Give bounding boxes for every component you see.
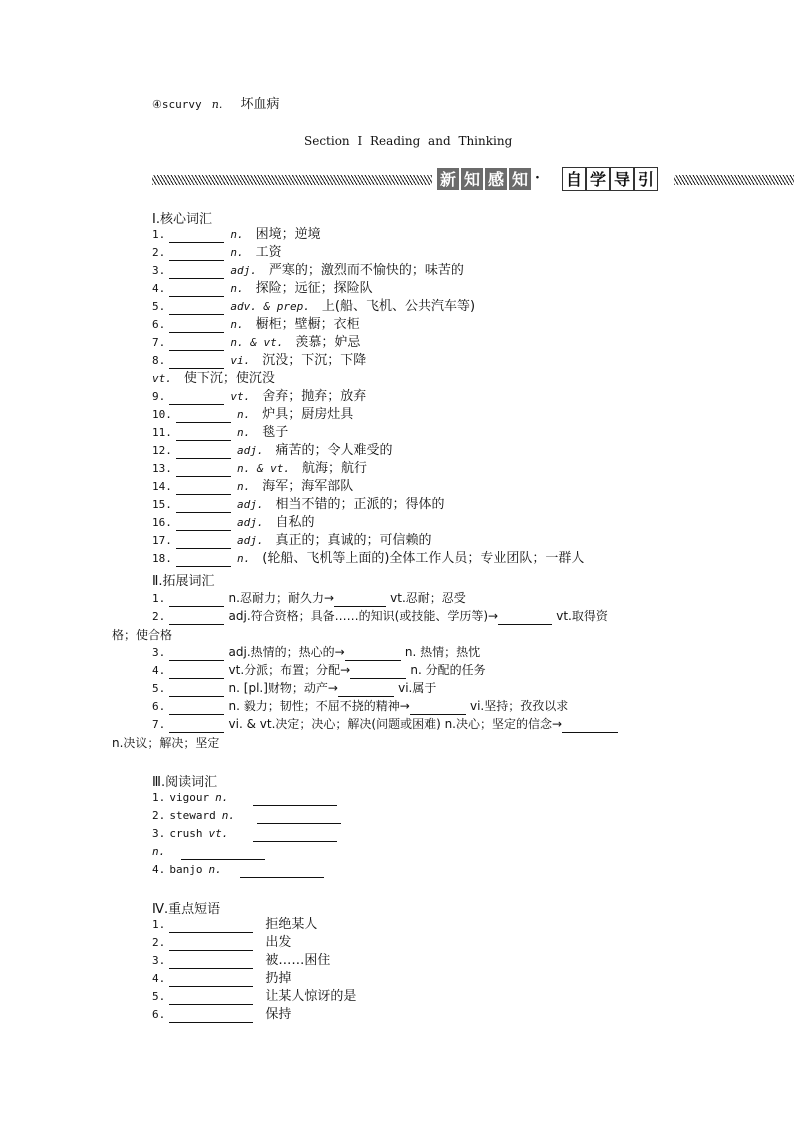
list-item bbox=[152, 716, 618, 733]
item-num: 2. bbox=[152, 610, 166, 623]
list-item bbox=[152, 263, 464, 279]
intro-meaning: 坏血病 bbox=[240, 97, 280, 112]
item-num: 6. bbox=[152, 700, 166, 713]
answer-blank[interactable] bbox=[169, 720, 224, 733]
item-pos: n. bbox=[230, 318, 244, 331]
item-text: n.忍耐力；耐久力→ bbox=[228, 591, 335, 605]
item-meaning: 严寒的；激烈而不愉快的；味苦的 bbox=[268, 263, 464, 278]
item-num: 8. bbox=[152, 354, 166, 367]
item-pos: adj. bbox=[237, 498, 264, 511]
answer-blank[interactable] bbox=[253, 829, 337, 842]
list-item bbox=[152, 590, 466, 607]
item-meaning: 海军；海军部队 bbox=[262, 479, 354, 494]
banner-char: 引 bbox=[634, 167, 658, 191]
list-item bbox=[152, 335, 360, 351]
item-text: adj.符合资格；具备……的知识(或技能、学历等)→ bbox=[228, 609, 499, 623]
item-text: n. [pl.]财物；动产→ bbox=[228, 681, 338, 695]
item-text: vt.取得资 bbox=[556, 609, 608, 623]
item-pos: n. bbox=[237, 408, 251, 421]
item-pos: n. bbox=[230, 282, 244, 295]
answer-blank[interactable] bbox=[562, 720, 618, 733]
item-meaning: 拒绝某人 bbox=[265, 917, 318, 932]
item-meaning: 保持 bbox=[265, 1007, 292, 1022]
answer-blank[interactable] bbox=[169, 920, 253, 933]
item-num: 1. bbox=[152, 918, 166, 931]
item-pos: n. bbox=[237, 480, 251, 493]
item-pos: adj. bbox=[237, 516, 264, 529]
answer-blank[interactable] bbox=[169, 320, 224, 333]
item-pos: n. bbox=[221, 809, 235, 822]
item-num: 1. bbox=[152, 592, 166, 605]
answer-blank[interactable] bbox=[169, 266, 224, 279]
item-word: banjo bbox=[169, 863, 203, 876]
list-item bbox=[152, 608, 608, 625]
item-num: 9. bbox=[152, 390, 166, 403]
answer-blank[interactable] bbox=[169, 974, 253, 987]
item-meaning: 炉具；厨房灶具 bbox=[262, 407, 354, 422]
item-meaning: 困境；逆境 bbox=[255, 227, 321, 242]
list-item bbox=[152, 989, 356, 1005]
item-meaning: 出发 bbox=[265, 935, 292, 950]
list-item bbox=[152, 479, 353, 495]
item-word: steward bbox=[169, 809, 216, 822]
answer-blank[interactable] bbox=[176, 428, 231, 441]
item-num: 15. bbox=[152, 498, 172, 511]
list-item bbox=[152, 443, 393, 459]
banner-char: 知 bbox=[460, 167, 484, 191]
answer-blank[interactable] bbox=[169, 666, 224, 679]
list-item bbox=[152, 808, 341, 824]
item-meaning: 真正的；真诚的；可信赖的 bbox=[275, 533, 432, 548]
answer-blank[interactable] bbox=[410, 702, 466, 715]
answer-blank[interactable] bbox=[334, 594, 386, 607]
answer-blank[interactable] bbox=[176, 410, 231, 423]
item-meaning: (轮船、飞机等上面的)全体工作人员；专业团队；一群人 bbox=[262, 551, 585, 566]
list-item bbox=[152, 533, 432, 549]
answer-blank[interactable] bbox=[176, 464, 231, 477]
intro-pos: n. bbox=[211, 98, 223, 111]
item-meaning: 探险；远征；探险队 bbox=[255, 281, 373, 296]
item-meaning: 自私的 bbox=[275, 515, 315, 530]
item-pos: vt. bbox=[230, 390, 251, 403]
answer-blank[interactable] bbox=[169, 1010, 253, 1023]
answer-blank[interactable] bbox=[176, 500, 231, 513]
banner-char: 导 bbox=[610, 167, 634, 191]
banner-char: 新 bbox=[436, 167, 460, 191]
answer-blank[interactable] bbox=[169, 356, 224, 369]
answer-blank[interactable] bbox=[169, 248, 224, 261]
key-phrases-heading: Ⅳ.重点短语 bbox=[152, 902, 221, 917]
item-pos: n. & vt. bbox=[237, 462, 290, 475]
item-num: 6. bbox=[152, 318, 166, 331]
answer-blank[interactable] bbox=[181, 847, 265, 860]
list-item bbox=[152, 551, 584, 567]
list-item bbox=[152, 862, 324, 878]
answer-blank[interactable] bbox=[176, 536, 231, 549]
answer-blank[interactable] bbox=[169, 284, 224, 297]
list-item bbox=[152, 953, 330, 969]
banner-char: 自 bbox=[562, 167, 586, 191]
item-num: 3. bbox=[152, 954, 166, 967]
item-pos: vi. bbox=[230, 354, 251, 367]
answer-blank[interactable] bbox=[253, 793, 337, 806]
banner-dot: · bbox=[535, 170, 540, 186]
answer-blank[interactable] bbox=[169, 612, 224, 625]
list-item bbox=[152, 844, 265, 860]
list-item-continuation bbox=[152, 371, 275, 387]
list-item bbox=[152, 662, 486, 679]
item-num: 5. bbox=[152, 300, 166, 313]
list-item bbox=[152, 353, 366, 369]
answer-blank[interactable] bbox=[169, 338, 224, 351]
item-num: 11. bbox=[152, 426, 172, 439]
list-item bbox=[152, 407, 353, 423]
intro-item bbox=[152, 97, 280, 113]
answer-blank[interactable] bbox=[345, 648, 401, 661]
section-title: Section Ⅰ Reading and Thinking bbox=[304, 134, 513, 148]
banner-light-badge bbox=[562, 167, 658, 191]
answer-blank[interactable] bbox=[169, 992, 253, 1005]
list-item bbox=[152, 917, 317, 933]
answer-blank[interactable] bbox=[169, 956, 253, 969]
item-num: 13. bbox=[152, 462, 172, 475]
list-item bbox=[152, 227, 321, 243]
item-meaning: 让某人惊讶的是 bbox=[265, 989, 357, 1004]
item-word: crush bbox=[169, 827, 203, 840]
item-pos: n. bbox=[152, 845, 166, 858]
item-pos: n. bbox=[208, 863, 222, 876]
item-meaning: 相当不错的；正派的；得体的 bbox=[275, 497, 445, 512]
item-num: 4. bbox=[152, 282, 166, 295]
item-num: 17. bbox=[152, 534, 172, 547]
item-pos: adj. bbox=[230, 264, 257, 277]
item-num: 16. bbox=[152, 516, 172, 529]
item-num: 2. bbox=[152, 809, 166, 822]
banner-char: 学 bbox=[586, 167, 610, 191]
item-text-wrap: 格；使合格 bbox=[112, 628, 173, 642]
item-meaning: 橱柜；壁橱；衣柜 bbox=[255, 317, 360, 332]
list-item bbox=[152, 680, 436, 697]
answer-blank[interactable] bbox=[169, 684, 224, 697]
item-num: 5. bbox=[152, 682, 166, 695]
item-num: 4. bbox=[152, 972, 166, 985]
list-item bbox=[152, 698, 568, 715]
list-item bbox=[152, 644, 480, 661]
item-num: 2. bbox=[152, 936, 166, 949]
item-num: 7. bbox=[152, 718, 166, 731]
list-item bbox=[152, 389, 366, 405]
item-num: 18. bbox=[152, 552, 172, 565]
item-meaning: 扔掉 bbox=[265, 971, 292, 986]
list-item bbox=[152, 425, 288, 441]
item-meaning: 羡慕；妒忌 bbox=[295, 335, 361, 350]
list-item bbox=[152, 317, 360, 333]
core-vocab-heading: Ⅰ.核心词汇 bbox=[152, 212, 212, 227]
answer-blank[interactable] bbox=[169, 648, 224, 661]
item-num: 7. bbox=[152, 336, 166, 349]
list-item bbox=[152, 497, 445, 513]
list-item bbox=[152, 461, 367, 477]
item-pos: adv. & prep. bbox=[230, 300, 310, 313]
item-meaning: 痛苦的；令人难受的 bbox=[275, 443, 393, 458]
answer-blank[interactable] bbox=[169, 392, 224, 405]
answer-blank[interactable] bbox=[169, 230, 224, 243]
item-meaning: 沉没；下沉；下降 bbox=[262, 353, 367, 368]
item-meaning: 航海；航行 bbox=[302, 461, 368, 476]
item-text: vi.坚持；孜孜以求 bbox=[469, 699, 569, 713]
item-num: 5. bbox=[152, 990, 166, 1003]
answer-blank[interactable] bbox=[169, 702, 224, 715]
item-meaning: 舍弃；抛弃；放弃 bbox=[262, 389, 367, 404]
item-text: vt.分派；布置；分配→ bbox=[228, 663, 351, 677]
item-text: n. 分配的任务 bbox=[410, 663, 486, 677]
item-num: 3. bbox=[152, 827, 166, 840]
list-item bbox=[152, 826, 337, 842]
banner-char: 感 bbox=[484, 167, 508, 191]
item-num: 3. bbox=[152, 264, 166, 277]
item-text: vt.忍耐；忍受 bbox=[390, 591, 466, 605]
answer-blank[interactable] bbox=[350, 666, 406, 679]
answer-blank[interactable] bbox=[169, 938, 253, 951]
item-word: vigour bbox=[169, 791, 210, 804]
item-pos: n. bbox=[230, 228, 244, 241]
list-item bbox=[152, 971, 291, 987]
list-item bbox=[152, 1007, 291, 1023]
answer-blank[interactable] bbox=[338, 684, 394, 697]
answer-blank[interactable] bbox=[176, 554, 231, 567]
item-meaning: 上(船、飞机、公共汽车等) bbox=[321, 299, 476, 314]
item-num: 10. bbox=[152, 408, 172, 421]
item-num: 2. bbox=[152, 246, 166, 259]
item-pos: n. bbox=[230, 246, 244, 259]
answer-blank[interactable] bbox=[176, 518, 231, 531]
banner-hatch-right bbox=[674, 175, 794, 185]
item-pos: n. & vt. bbox=[230, 336, 284, 349]
item-num: 1. bbox=[152, 791, 166, 804]
item-text: n. 热情；热忱 bbox=[404, 645, 481, 659]
answer-blank[interactable] bbox=[498, 612, 552, 625]
item-pos: adj. bbox=[237, 534, 264, 547]
item-num: 3. bbox=[152, 646, 166, 659]
answer-blank[interactable] bbox=[169, 594, 224, 607]
answer-blank[interactable] bbox=[240, 865, 324, 878]
list-item bbox=[152, 515, 315, 531]
banner-hatch-left bbox=[152, 175, 432, 185]
answer-blank[interactable] bbox=[176, 446, 231, 459]
banner-dark-badge bbox=[436, 167, 532, 191]
item-meaning: 毯子 bbox=[262, 425, 289, 440]
item-meaning: 被……困住 bbox=[265, 953, 331, 968]
item-num: 4. bbox=[152, 863, 166, 876]
item-pos: vt. bbox=[208, 827, 229, 840]
answer-blank[interactable] bbox=[176, 482, 231, 495]
item-pos: n. bbox=[215, 791, 229, 804]
item-pos: vt. bbox=[152, 372, 172, 385]
intro-word: ④scurvy bbox=[152, 98, 202, 111]
item-num: 6. bbox=[152, 1008, 166, 1021]
item-text: adj.热情的；热心的→ bbox=[228, 645, 345, 659]
list-item bbox=[152, 245, 282, 261]
answer-blank[interactable] bbox=[257, 811, 341, 824]
item-num: 14. bbox=[152, 480, 172, 493]
item-pos: n. bbox=[237, 426, 251, 439]
item-num: 4. bbox=[152, 664, 166, 677]
item-text: n. 毅力；韧性；不屈不挠的精神→ bbox=[228, 699, 410, 713]
reading-vocab-heading: Ⅲ.阅读词汇 bbox=[152, 775, 218, 790]
item-pos: adj. bbox=[237, 444, 264, 457]
item-pos: n. bbox=[237, 552, 251, 565]
item-text: vi. & vt.决定；决心；解决(问题或困难) n.决心；坚定的信念→ bbox=[228, 717, 563, 731]
list-item bbox=[152, 281, 373, 297]
item-text-wrap: n.决议；解决；坚定 bbox=[112, 736, 220, 750]
item-text: vi.属于 bbox=[398, 681, 437, 695]
list-item bbox=[152, 299, 475, 315]
banner-char: 知 bbox=[508, 167, 532, 191]
item-meaning: 使下沉；使沉没 bbox=[183, 371, 275, 386]
item-num: 12. bbox=[152, 444, 172, 457]
answer-blank[interactable] bbox=[169, 302, 224, 315]
list-item bbox=[152, 935, 291, 951]
extended-vocab-heading: Ⅱ.拓展词汇 bbox=[152, 574, 215, 589]
list-item bbox=[152, 790, 337, 806]
item-num: 1. bbox=[152, 228, 166, 241]
item-meaning: 工资 bbox=[255, 245, 282, 260]
